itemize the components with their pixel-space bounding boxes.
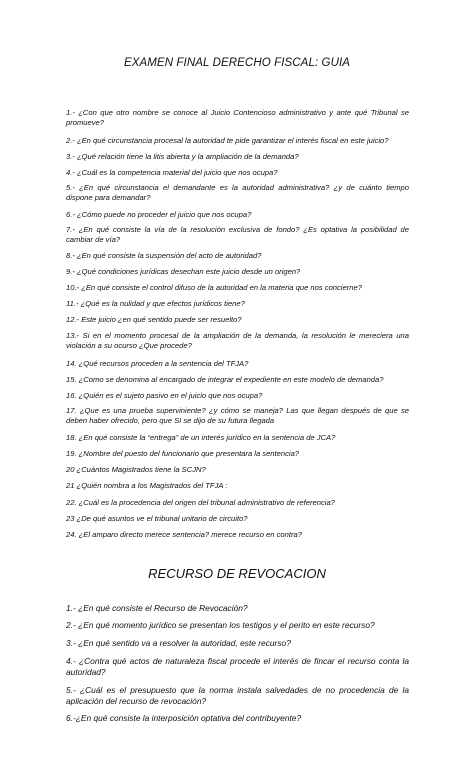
- question-12: 12.- Este juicio ¿en qué sentido puede ser resuelto?: [66, 315, 242, 324]
- question-6: 6.- ¿Cómo puede no proceder el juicio que nos ocupa?: [66, 210, 252, 219]
- question-16: 16. ¿Quién es el sujeto pasivo en el juicio que nos ocupa?: [66, 391, 263, 400]
- question-11: 11.- ¿Qué es la nulidad y que efectos jurídicos tiene?: [66, 299, 245, 308]
- question-10: 10.- ¿En qué consiste el control difuso de la autoridad en la materia que nos concierne?: [66, 283, 362, 292]
- question-22: 22. ¿Cuál es la procedencia del origen del tribunal administrativo de referencia?: [66, 498, 335, 507]
- question-5: 5.- ¿En qué circunstancia el demandante es la autoridad administrativa? ¿y de cuánto tiempo dispone para demandar?: [66, 183, 409, 202]
- question-7: 7.- ¿En qué consiste la vía de la resolución exclusiva de fondo? ¿Es optativa la posibilidad de cambiar de vía?: [66, 225, 409, 244]
- document-title: EXAMEN FINAL DERECHO FISCAL: GUIA: [123, 57, 351, 69]
- question-13: 13.- Si en el momento procesal de la ampliación de la demanda, la resolución le mereciera una violación a su ocurso ¿Que procede?: [66, 331, 409, 350]
- question-8: 8.- ¿En qué consiste la suspensión del acto de autoridad?: [66, 251, 262, 260]
- section2-question-2: 2.- ¿En qué momento jurídico se presentan los testigos y el perito en este recurso?: [66, 620, 375, 630]
- section2-question-5: 5.- ¿Cuál es el presupuesto que la norma instala salvedades de no procedencia de la aplicación del recurso de revocación?: [66, 685, 409, 706]
- section2-question-3: 3.- ¿En qué sentido va a resolver la autoridad, este recurso?: [66, 638, 291, 648]
- question-17: 17. ¿Que es una prueba superviniente? ¿y cómo se maneja? Las que llegan después de que se deben haber ofrecido, pero que SI se dijo de su futura llegada: [66, 406, 409, 425]
- question-23: 23 ¿De qué asuntos ve el tribunal unitario de circuito?: [66, 514, 248, 523]
- question-1: 1.- ¿Con que otro nombre se conoce al Juicio Contencioso administrativo y ante qué Tribunal se promueve?: [66, 108, 409, 127]
- section2-question-4: 4.- ¿Contra qué actos de naturaleza fiscal procede el interés de fincar el recurso conta la autoridad?: [66, 656, 409, 677]
- question-15: 15. ¿Como se denomina al encargado de integrar el expediente en este modelo de demanda?: [66, 375, 384, 384]
- section2-question-6: 6.-¿En qué consiste la interposición optativa del contribuyente?: [66, 713, 302, 723]
- question-3: 3.- ¿Qué relación tiene la litis abierta y la ampliación de la demanda?: [66, 152, 299, 161]
- section2-question-1: 1.- ¿En qué consiste el Recurso de Revocación?: [66, 603, 248, 613]
- question-21: 21 ¿Quién nombra a los Magistrados del TFJA :: [66, 481, 228, 490]
- question-9: 9.- ¿Qué condiciones jurídicas desechan este juicio desde un origen?: [66, 267, 301, 276]
- question-4: 4.- ¿Cuál es la competencia material del juicio que nos ocupa?: [66, 168, 278, 177]
- question-2: 2.- ¿En qué circunstancia procesal la autoridad te pide garantizar el interés fiscal en este juicio?: [66, 136, 389, 145]
- question-18: 18. ¿En qué consiste la “entrega” de un interés jurídico en la sentencia de JCA?: [66, 433, 336, 442]
- question-20: 20 ¿Cuántos Magistrados tiene la SCJN?: [66, 465, 206, 474]
- question-14: 14. ¿Qué recursos proceden a la sentencia del TFJA?: [66, 359, 249, 368]
- section-title-recurso: RECURSO DE REVOCACION: [148, 566, 326, 581]
- question-19: 19. ¿Nombre del puesto del funcionario que presentara la sentencia?: [66, 449, 300, 458]
- question-24: 24. ¿El amparo directo merece sentencia? merece recurso en contra?: [66, 530, 302, 539]
